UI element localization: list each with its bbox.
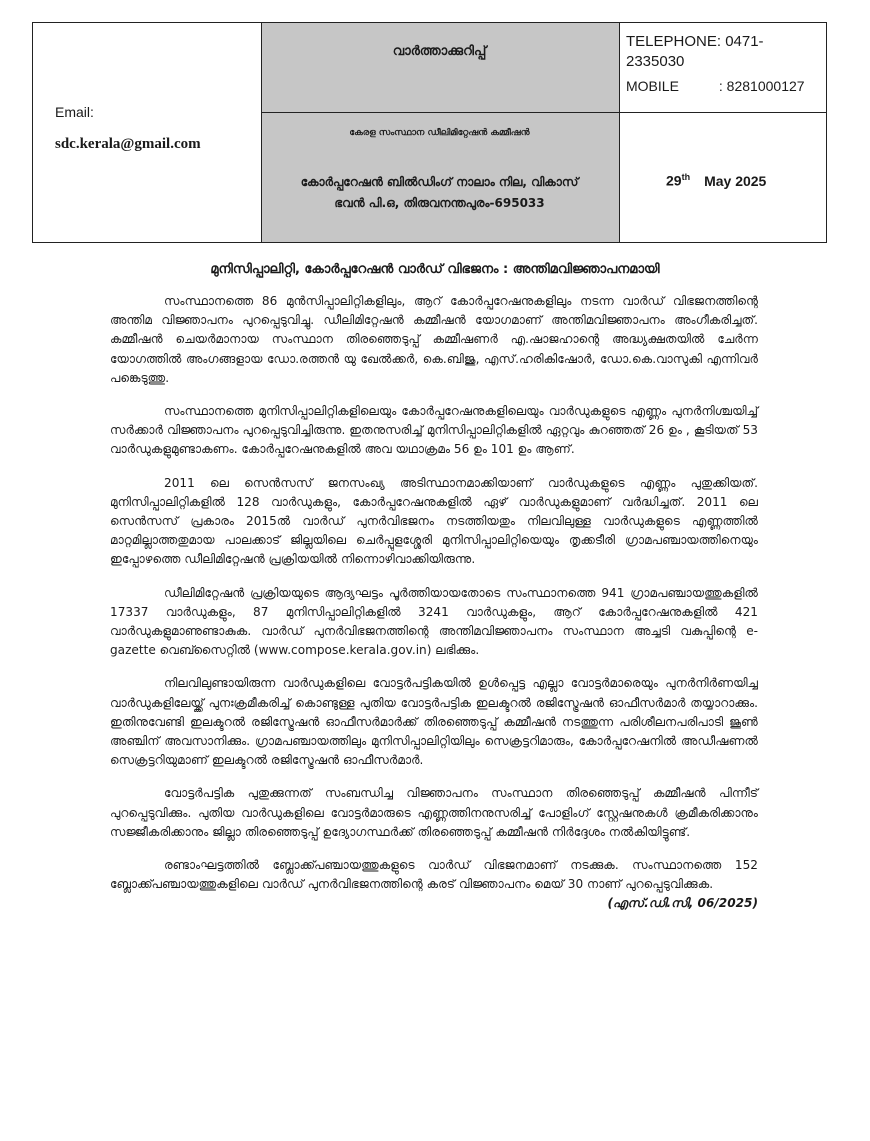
press-release-body xyxy=(110,292,758,914)
press-release-title: വാർത്താക്കുറിപ്പ് xyxy=(392,44,487,59)
commission-name: കേരള സംസ്ഥാന ഡീലിമിറ്റേഷൻ കമ്മീഷൻ xyxy=(349,128,530,138)
paragraph: സംസ്ഥാനത്തെ 86 മുൻസിപ്പാലിറ്റികളിലും, ആറ് കോർപ്പറേഷനുകളിലും നടന്ന വാർഡ് വിഭജനത്തിന്റെ അന്തിമ വിജ്ഞാപനം പുറപ്പെടുവിച്ചു. ഡീലിമിറ്റേഷൻ കമ്മീഷൻ യോഗമാണ് അന്തിമവിജ്ഞാപനം അംഗീകരിച്ചത്. കമ്മീഷൻ ചെയർമാനായ സംസ്ഥാന തിരഞ്ഞെടുപ്പ് കമ്മീഷണർ എ.ഷാജഹാന്റെ അദ്ധ്യക്ഷതയിൽ ചേർന്ന യോഗത്തിൽ അംഗങ്ങളായ ഡോ.രത്തൻ യു ഖേൽക്കർ, കെ.ബിജു, എസ്.ഹരികിഷോർ, ഡോ.കെ.വാസുകി എന്നിവർ പങ്കെടുത്തു. xyxy=(110,294,758,385)
address-line-2: ഭവൻ പി.ഒ, തിരുവനന്തപുരം-695033 xyxy=(334,196,545,210)
paragraph: നിലവിലുണ്ടായിരുന്ന വാർഡുകളിലെ വോട്ടർപട്ടികയിൽ ഉൾപ്പെട്ട എല്ലാ വോട്ടർമാരെയും പുനർനിർണയിച്ച വാർഡുകളിലേയ്ക്ക് പുനഃക്രമീകരിച്ച് കൊണ്ടുള്ള പുതിയ വോട്ടർപട്ടിക ഇലക്ടറൽ രജിസ്ട്രേഷൻ ഓഫീസർമാർ തയ്യാറാക്കും. ഇതിനുവേണ്ടി ഇലക്ടറൽ രജിസ്ട്രേഷൻ ഓഫീസർമാർക്ക് തിരഞ്ഞെടുപ്പ് കമ്മീഷൻ നടത്തുന്ന പരിശീലനപരിപാടി ജൂൺ അഞ്ചിന് അവസാനിക്കും. ഗ്രാമപഞ്ചായത്തിലും മുനിസിപ്പാലിറ്റിയിലും സെക്രട്ടറിമാരും, കോർപ്പറേഷനിൽ അഡീഷണൽ സെക്രട്ടറിയുമാണ് ഇലക്ടറൽ രജിസ്ട്രേഷൻ ഓഫീസർമാർ. xyxy=(110,676,758,768)
paragraph-text: രണ്ടാംഘട്ടത്തിൽ ബ്ലോക്ക്പഞ്ചായത്തുകളുടെ വാർഡ് വിഭജനമാണ് നടക്കുക. സംസ്ഥാനത്തെ 152 ബ്ലോക്ക്പഞ്ചായത്തുകളിലെ വാർഡ് പുനർവിഭജനത്തിന്റെ കരട് വിജ്ഞാപനം മെയ് 30 നാണ് പുറപ്പെടുവിക്കുക. xyxy=(110,858,758,892)
paragraph: 2011 ലെ സെൻസസ് ജനസംഖ്യ അടിസ്ഥാനമാക്കിയാണ് വാർഡുകളുടെ എണ്ണം പുതുക്കിയത്. മുനിസിപ്പാലിറ്റികളിൽ 128 വാർഡുകളും, കോർപ്പറേഷനുകളിൽ ഏഴ് വാർഡുകളുമാണ് വർദ്ധിച്ചത്. 2011 ലെ സെൻസസ് പ്രകാരം 2015ൽ വാർഡ് പുനർവിഭജനം നടത്തിയതും നിലവിലുള്ള വാർഡുകളുടെ എണ്ണത്തിൽ മാറ്റമില്ലാത്തതുമായ പാലക്കാട് ജില്ലയിലെ ചെർപ്പുളശ്ശേരി മുനിസിപ്പാലിറ്റിയെയും തൃക്കടീരി ഗ്രാമപഞ്ചായത്തിനെയും ഇപ്പോഴത്തെ ഡീലിമിറ്റേഷൻ പ്രക്രിയയിൽ നിന്നൊഴിവാക്കിയിരുന്നു. xyxy=(110,475,758,567)
telephone-number: TELEPHONE: 0471-2335030 xyxy=(626,33,764,70)
reference-signoff: (എസ്.ഡി.സി, 06/2025) xyxy=(607,896,758,911)
date-month-year: May 2025 xyxy=(704,172,767,189)
headline: മുനിസിപ്പാലിറ്റി, കോർപ്പറേഷൻ വാർഡ് വിഭജനം : അന്തിമവിജ്ഞാപനമായി xyxy=(210,262,660,277)
paragraph: സംസ്ഥാനത്തെ മുനിസിപ്പാലിറ്റികളിലെയും കോർപ്പറേഷനുകളിലെയും വാർഡുകളുടെ എണ്ണം പുനർനിശ്ചയിച്ച് സർക്കാർ വിജ്ഞാപനം പുറപ്പെടുവിച്ചിരുന്നു. ഇതനുസരിച്ച് മുനിസിപ്പാലിറ്റികളിൽ ഏറ്റവും കുറഞ്ഞത് 26 ഉം , കൂടിയത് 53 വാർഡുകളുമുണ്ടാകണം. കോർപ്പറേഷനുകളിൽ അവ യഥാക്രമം 56 ഉം 101 ഉം ആണ്. xyxy=(110,404,758,457)
office-address xyxy=(262,172,617,214)
address-line-1: കോർപ്പറേഷൻ ബിൽഡിംഗ് നാലാം നില, വികാസ് xyxy=(300,175,579,189)
date-day: 29 xyxy=(666,172,682,189)
release-date xyxy=(666,172,766,189)
paragraph xyxy=(110,856,758,911)
email-label: Email: xyxy=(55,104,94,120)
title-cell xyxy=(262,23,620,113)
date-suffix: th xyxy=(681,172,691,182)
email-address: sdc.kerala@gmail.com xyxy=(55,136,201,152)
mobile-label: MOBILE xyxy=(626,78,679,94)
mobile-number xyxy=(626,78,805,94)
mobile-value: : 8281000127 xyxy=(718,78,805,94)
paragraph: ഡീലിമിറ്റേഷൻ പ്രക്രിയയുടെ ആദ്യഘട്ടം പൂർത്തിയായതോടെ സംസ്ഥാനത്തെ 941 ഗ്രാമപഞ്ചായത്തുകളിൽ 17337 വാർഡുകളും, 87 മുനിസിപ്പാലിറ്റികളിൽ 3241 വാർഡുകളും, ആറ് കോർപ്പറേഷനുകളിൽ 421 വാർഡുകളുമാണുണ്ടാകുക. വാർഡ് പുനർവിഭജനത്തിന്റെ അന്തിമവിജ്ഞാപനം സംസ്ഥാന അച്ചടി വകുപ്പിന്റെ e- gazette വെബ്സൈറ്റിൽ (www.compose.kerala.gov.in) ലഭിക്കും. xyxy=(110,585,758,658)
paragraph: വോട്ടർപട്ടിക പുതുക്കുന്നത് സംബന്ധിച്ച വിജ്ഞാപനം സംസ്ഥാന തിരഞ്ഞെടുപ്പ് കമ്മീഷൻ പിന്നീട് പുറപ്പെടുവിക്കും. പുതിയ വാർഡുകളിലെ വോട്ടർമാരുടെ എണ്ണത്തിനനുസരിച്ച് പോളിംഗ് സ്റ്റേഷനുകൾ ക്രമീകരിക്കാനും സജ്ജീകരിക്കാനും ജില്ലാ തിരഞ്ഞെടുപ്പ് ഉദ്യോഗസ്ഥർക്ക് തിരഞ്ഞെടുപ്പ് കമ്മീഷൻ നിർദ്ദേശം നൽകിയിട്ടുണ്ട്. xyxy=(110,786,758,839)
email-cell xyxy=(33,23,262,243)
